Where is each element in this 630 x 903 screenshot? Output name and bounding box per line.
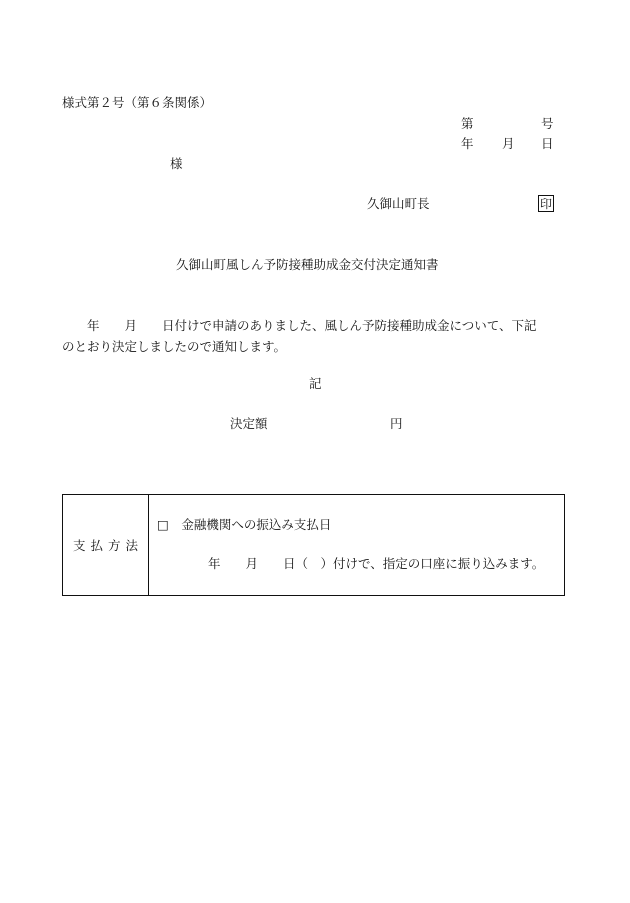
body-text-line-2: のとおり決定しましたので通知します。 xyxy=(62,339,287,354)
document-title: 久御山町風しん予防接種助成金交付決定通知書 xyxy=(176,257,439,272)
transfer-date-detail: 年 月 日（ ）付けで、指定の口座に振り込みます。 xyxy=(208,556,545,571)
checkbox-icon[interactable]: □ xyxy=(157,517,169,532)
payment-method-table xyxy=(62,494,565,596)
date-year: 年 xyxy=(461,136,474,151)
recipient-honorific: 様 xyxy=(170,156,183,171)
payment-label-cell xyxy=(63,495,149,595)
doc-number-prefix: 第 xyxy=(461,116,474,131)
bank-transfer-option-label: 金融機関への振込み支払日 xyxy=(168,517,332,532)
date-day: 日 xyxy=(541,136,554,151)
form-number: 様式第２号（第６条関係） xyxy=(62,95,213,110)
issuer-name: 久御山町長 xyxy=(367,196,430,211)
doc-number-suffix: 号 xyxy=(541,116,554,131)
amount-label: 決定額 xyxy=(230,416,268,431)
amount-unit: 円 xyxy=(390,416,403,431)
seal-mark: 印 xyxy=(540,197,553,211)
date-month: 月 xyxy=(502,136,515,151)
body-text-line-1: 年 月 日付けで申請のありました、風しん予防接種助成金について、下記 xyxy=(62,318,537,333)
record-heading: 記 xyxy=(309,376,322,391)
bank-transfer-option xyxy=(157,519,331,532)
payment-method-label: 支払方法 xyxy=(72,538,143,553)
